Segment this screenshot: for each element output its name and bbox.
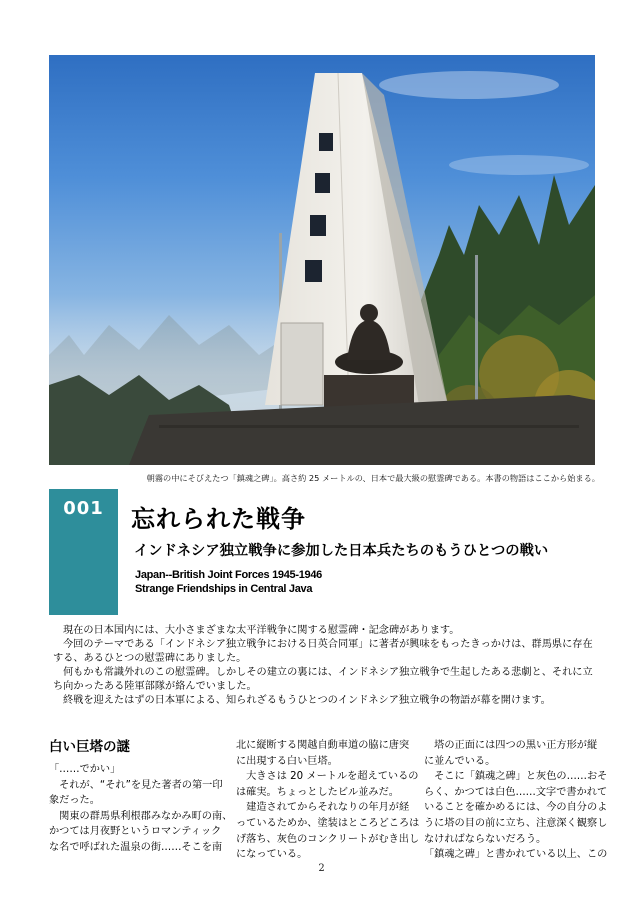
chapter-title: 忘れられた戦争 — [131, 505, 306, 533]
body-line: っているためか、塗装はところどころは — [236, 817, 420, 829]
english-title-line-2: Strange Friendships in Central Java — [135, 583, 313, 595]
body-column-1 — [49, 738, 233, 856]
body-column-2 — [236, 738, 420, 863]
page-number: 2 — [318, 863, 325, 874]
body-line: 「鎮魂之碑」と書かれている以上、この — [424, 849, 608, 861]
english-title-line-1: Japan--British Joint Forces 1945-1946 — [135, 569, 322, 581]
section-heading: 白い巨塔の謎 — [49, 739, 130, 755]
body-line: かつては月夜野というロマンティック — [49, 826, 222, 838]
body-line: 塔の正面には四つの黒い正方形が縦 — [424, 740, 598, 751]
body-line: げ落ち、灰色のコンクリートがむき出し — [236, 833, 420, 845]
body-line: 「……でかい」 — [49, 764, 121, 775]
body-line: そこに「鎮魂之碑」と灰色の……おそ — [424, 771, 608, 783]
body-line: 北に縦断する関越自動車道の脇に唐突 — [236, 740, 410, 751]
body-column-3 — [424, 738, 608, 863]
intro-line: 現在の日本国内には、大小さまざまな太平洋戦争に関する慰霊碑・記念碑があります。 — [63, 625, 460, 636]
body-line: らく、かつては白色……文字で書かれて — [424, 786, 608, 798]
body-line: は確実。ちょっとしたビル並みだ。 — [236, 786, 399, 798]
body-line: 大きさは 20 メートルを超えているの — [236, 771, 419, 783]
body-line: うに塔の目の前に立ち、注意深く観察し — [424, 817, 608, 829]
chapter-subtitle: インドネシア独立戦争に参加した日本兵たちのもうひとつの戦い — [134, 543, 549, 559]
body-line: に並んでいる。 — [424, 755, 496, 767]
body-line: になっている。 — [236, 849, 308, 861]
intro-line: 終戦を迎えたはずの日本軍による、知られざるもうひとつのインドネシア独立戦争の物語が幕を開けます。 — [63, 695, 551, 706]
body-line: な名で呼ばれた温泉の街……そこを南 — [49, 841, 223, 853]
photo-caption: 朝霧の中にそびえたつ「鎮魂之碑」。高さ約 25 メートルの、日本で最大級の慰霊碑である。本書の物語はここから始まる。 — [146, 473, 600, 483]
body-line: なければならないだろう。 — [424, 833, 547, 845]
body-line: 関東の群馬県利根郡みなかみ町の南、 — [49, 810, 233, 822]
intro-line: ち向かったある陸軍部隊が絡んでいました。 — [53, 681, 257, 692]
monument-photo — [49, 55, 595, 465]
intro-line: 今回のテーマである「インドネシア独立戦争における日英合同軍」に著者が興味をもったきっかけは、群馬県に存在 — [63, 639, 593, 650]
body-line: 建造されてからそれなりの年月が経 — [236, 802, 410, 814]
intro-line: する、あるひとつの慰霊碑にありました。 — [53, 653, 247, 664]
intro-line: 何もかも常識外れのこの慰霊碑。しかしその建立の裏には、インドネシア独立戦争で生起したある悲劇と、それに立 — [63, 667, 593, 678]
body-line: に出現する白い巨塔。 — [236, 755, 338, 767]
monument-illustration — [49, 55, 595, 465]
body-line: いることを確かめるには、今の自分のよ — [424, 802, 608, 814]
chapter-number: 001 — [63, 498, 104, 519]
body-line: それが、“それ”を見た著者の第一印 — [49, 779, 223, 791]
body-line: 象だった。 — [49, 795, 100, 807]
chapter-number-box — [49, 489, 118, 615]
intro-paragraph — [49, 624, 605, 708]
